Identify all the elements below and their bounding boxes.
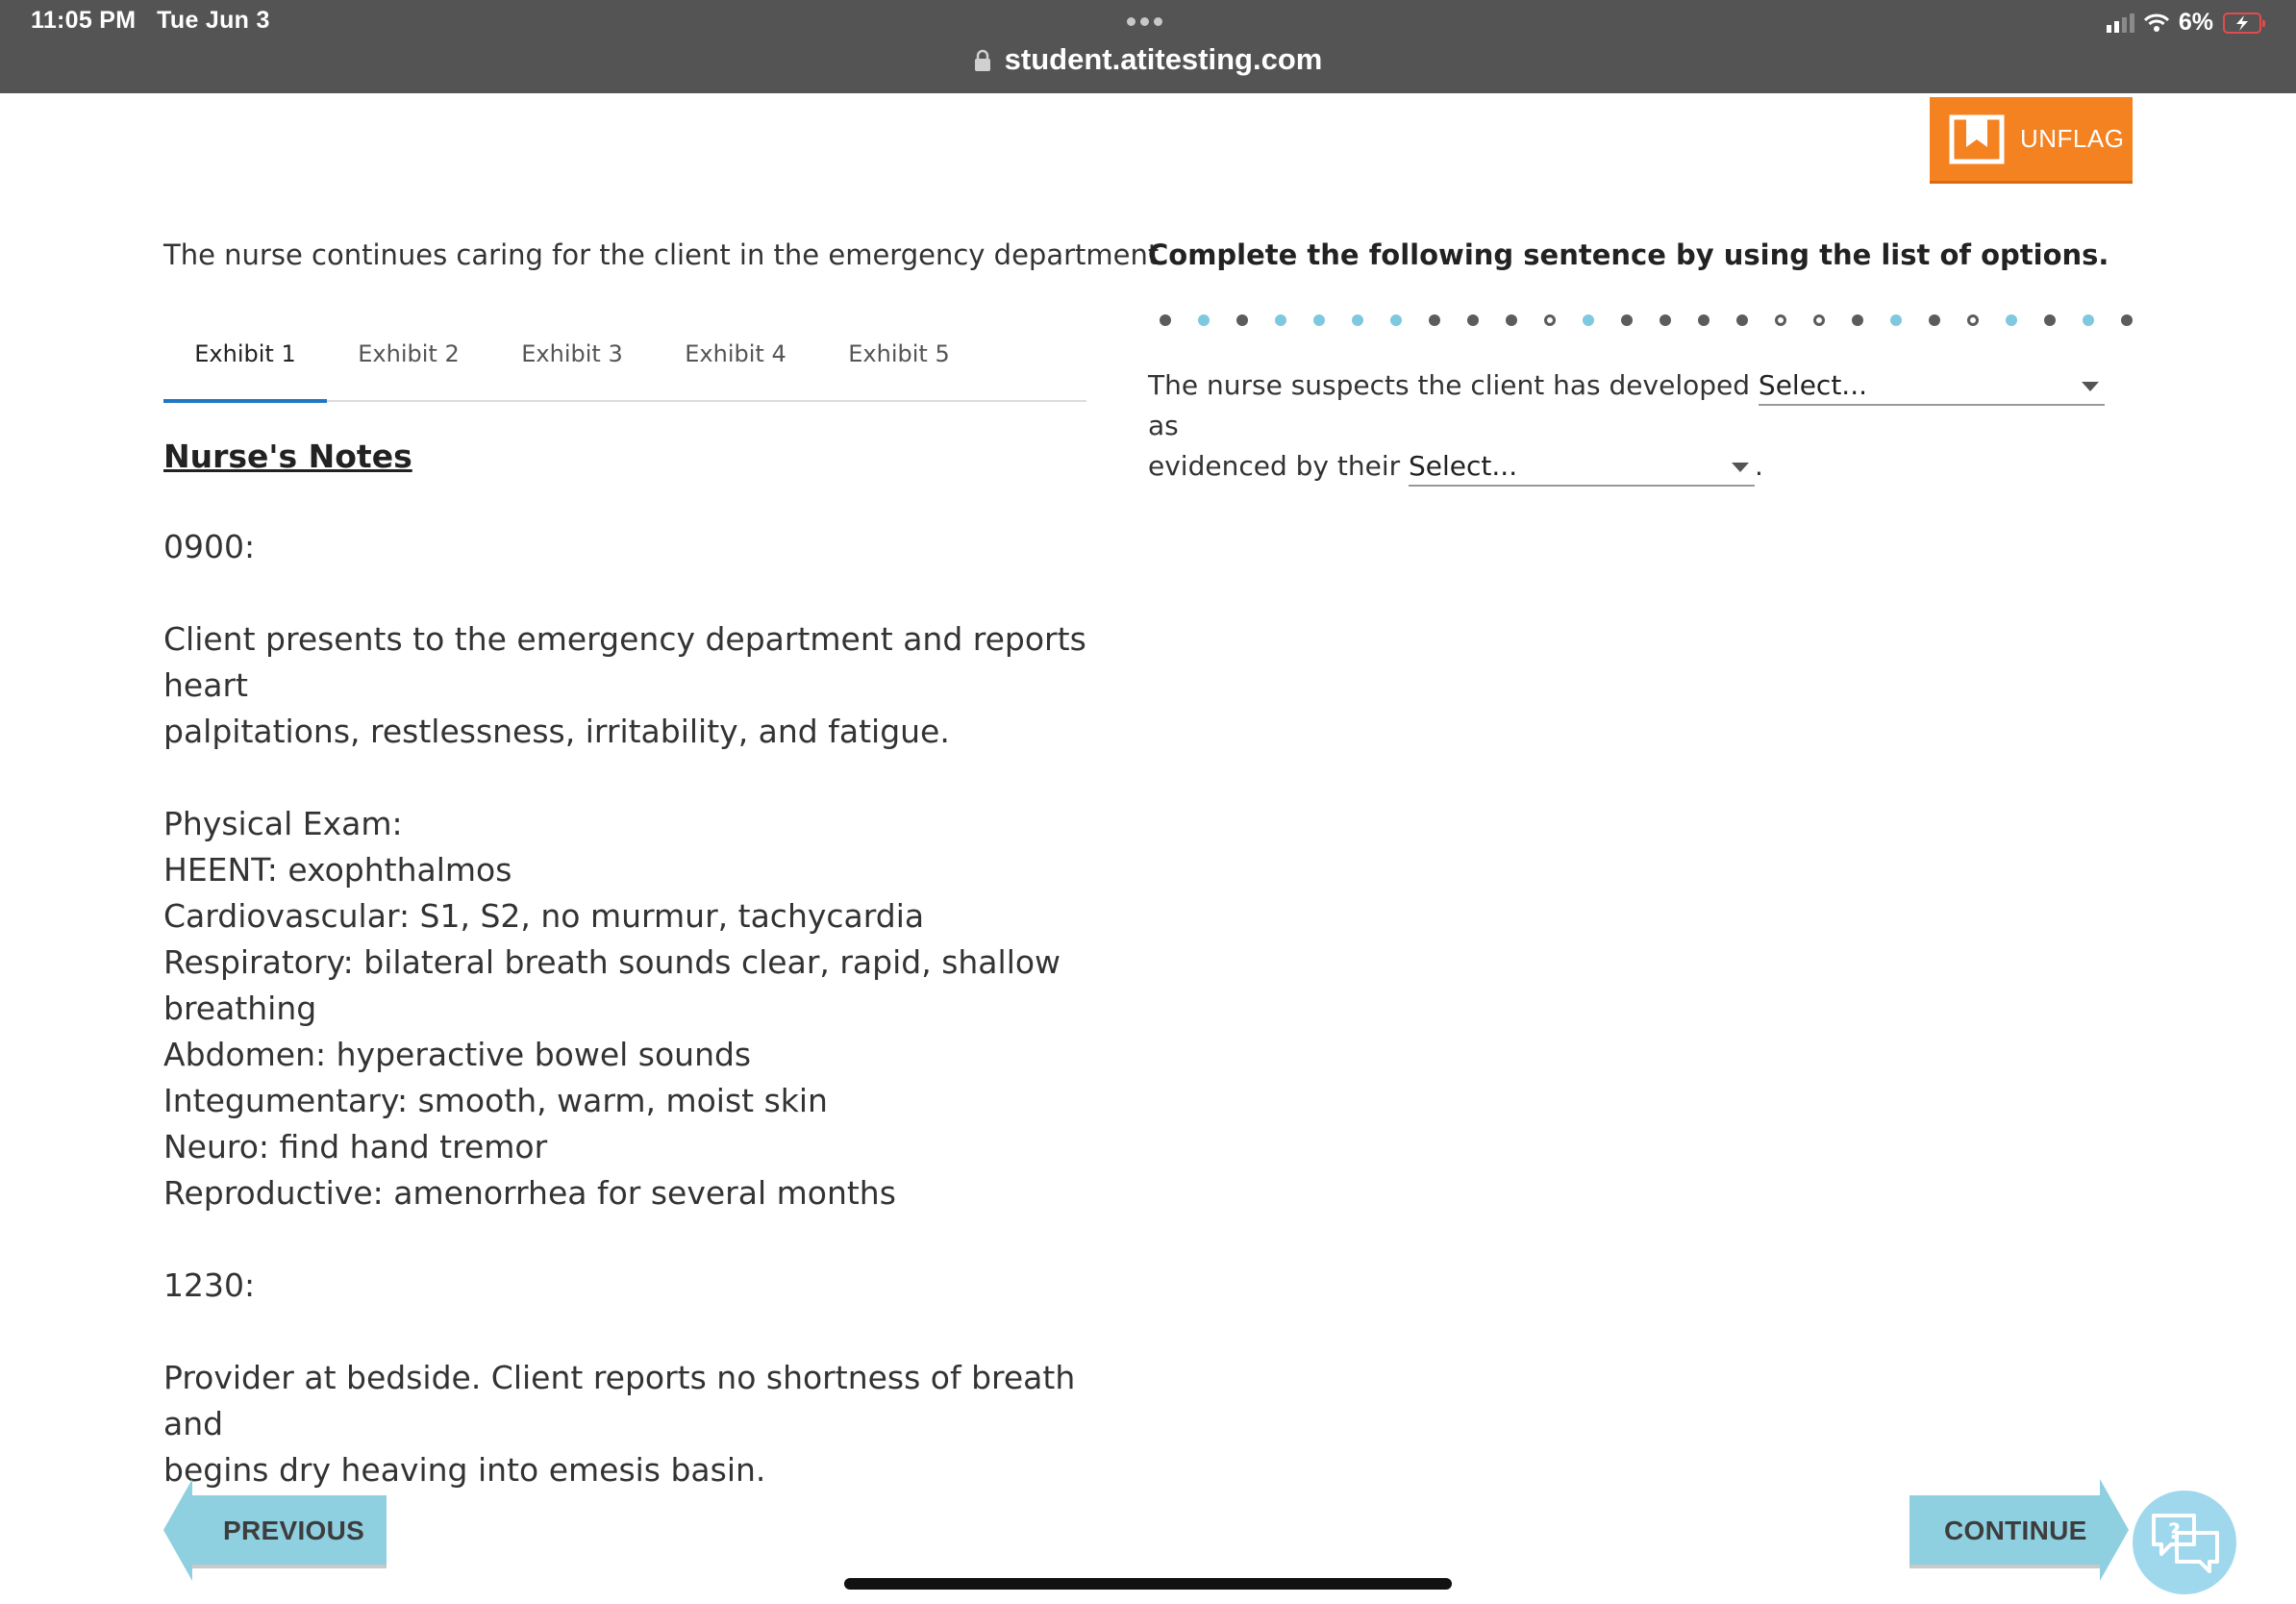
- question-progress-dots: [1160, 314, 2134, 328]
- sentence-text: The nurse suspects the client has developed: [1148, 369, 1751, 401]
- continue-button[interactable]: [1909, 1477, 2129, 1583]
- progress-dot[interactable]: [2121, 314, 2133, 326]
- tab-exhibit-1[interactable]: Exhibit 1: [163, 325, 327, 400]
- progress-dot[interactable]: [1275, 314, 1286, 326]
- progress-dot[interactable]: [1660, 314, 1671, 326]
- status-time-date: [31, 7, 270, 35]
- progress-dot[interactable]: [1852, 314, 1863, 326]
- progress-dot[interactable]: [2083, 314, 2094, 326]
- note-line: Provider at bedside. Client reports no shortness of breath and: [163, 1359, 1076, 1442]
- nurses-notes-body: [163, 524, 1086, 1493]
- tab-exhibit-3[interactable]: Exhibit 3: [521, 340, 623, 367]
- progress-dot[interactable]: [1160, 314, 1171, 326]
- tab-exhibit-4[interactable]: Exhibit 4: [685, 340, 786, 367]
- continue-label: CONTINUE: [1944, 1516, 2087, 1545]
- flag-book-icon: [1949, 114, 2005, 164]
- status-time: 11:05 PM: [31, 7, 137, 34]
- progress-dot[interactable]: [1198, 314, 1210, 326]
- progress-dot[interactable]: [1775, 314, 1786, 326]
- help-chat-button[interactable]: [2133, 1491, 2236, 1594]
- chevron-down-icon: [1732, 463, 1749, 472]
- url-text: student.atitesting.com: [1004, 42, 1323, 76]
- progress-dot[interactable]: [1429, 314, 1440, 326]
- select-value: Select...: [1409, 450, 1518, 482]
- home-indicator[interactable]: [844, 1578, 1452, 1590]
- cloze-sentence: [1148, 365, 2109, 487]
- progress-dot[interactable]: [2044, 314, 2056, 326]
- previous-button[interactable]: [163, 1477, 387, 1583]
- tab-exhibit-2[interactable]: Exhibit 2: [358, 340, 460, 367]
- evidence-select[interactable]: [1409, 448, 1755, 487]
- note-line: Reproductive: amenorrhea for several months: [163, 1174, 896, 1212]
- unflag-button[interactable]: [1930, 97, 2133, 184]
- note-line: breathing: [163, 990, 317, 1027]
- status-date: Tue Jun 3: [157, 7, 270, 34]
- progress-dot[interactable]: [1736, 314, 1748, 326]
- diagnosis-select[interactable]: [1759, 367, 2105, 406]
- progress-dot[interactable]: [1890, 314, 1902, 326]
- note-line: Neuro: find hand tremor: [163, 1128, 548, 1165]
- progress-dot[interactable]: [1313, 314, 1325, 326]
- more-options-icon[interactable]: [1127, 17, 1162, 26]
- unflag-label: UNFLAG: [2020, 124, 2125, 153]
- chevron-down-icon: [2082, 382, 2099, 391]
- note-line: Physical Exam:: [163, 805, 403, 842]
- svg-text:?: ?: [2168, 1520, 2181, 1544]
- tab-exhibit-5[interactable]: Exhibit 5: [848, 340, 950, 367]
- sentence-text: evidenced by their: [1148, 450, 1401, 482]
- sentence-text: .: [1755, 450, 1763, 482]
- status-indicators: [2107, 9, 2261, 37]
- select-value: Select...: [1758, 369, 1868, 401]
- progress-dot[interactable]: [1583, 314, 1594, 326]
- help-chat-icon: [2150, 1510, 2221, 1575]
- note-time: 1230:: [163, 1266, 256, 1304]
- progress-dot[interactable]: [1967, 314, 1979, 326]
- progress-dot[interactable]: [1813, 314, 1825, 326]
- note-line: HEENT: exophthalmos: [163, 851, 512, 889]
- progress-dot[interactable]: [1544, 314, 1556, 326]
- progress-dot[interactable]: [1621, 314, 1633, 326]
- note-line: Client presents to the emergency department and reports heart: [163, 620, 1086, 704]
- notes-title: Nurse's Notes: [163, 438, 412, 475]
- progress-dot[interactable]: [1467, 314, 1479, 326]
- signal-icon: [2107, 13, 2134, 33]
- previous-label: PREVIOUS: [223, 1516, 365, 1545]
- progress-dot[interactable]: [1698, 314, 1710, 326]
- exhibit-tabs: [163, 325, 1086, 402]
- progress-dot[interactable]: [2006, 314, 2017, 326]
- lock-icon: [974, 45, 991, 80]
- scenario-text: The nurse continues caring for the client in the emergency department.: [163, 238, 1168, 271]
- battery-charging-icon: [2223, 13, 2261, 34]
- note-line: Integumentary: smooth, warm, moist skin: [163, 1082, 828, 1119]
- note-line: Respiratory: bilateral breath sounds clear, rapid, shallow: [163, 943, 1061, 981]
- progress-dot[interactable]: [1236, 314, 1248, 326]
- note-time: 0900:: [163, 528, 256, 565]
- browser-status-bar: [0, 0, 2296, 93]
- progress-dot[interactable]: [1506, 314, 1517, 326]
- note-line: palpitations, restlessness, irritability, and fatigue.: [163, 713, 950, 750]
- note-line: begins dry heaving into emesis basin.: [163, 1451, 766, 1489]
- note-line: Cardiovascular: S1, S2, no murmur, tachycardia: [163, 897, 925, 935]
- question-instruction: Complete the following sentence by using the list of options.: [1148, 238, 2109, 271]
- progress-dot[interactable]: [1352, 314, 1363, 326]
- note-line: Abdomen: hyperactive bowel sounds: [163, 1036, 752, 1073]
- sentence-text: as: [1148, 410, 1179, 441]
- progress-dot[interactable]: [1929, 314, 1940, 326]
- url-bar[interactable]: [0, 42, 2296, 80]
- progress-dot[interactable]: [1390, 314, 1402, 326]
- wifi-icon: [2144, 13, 2169, 33]
- battery-percent: 6%: [2178, 9, 2213, 36]
